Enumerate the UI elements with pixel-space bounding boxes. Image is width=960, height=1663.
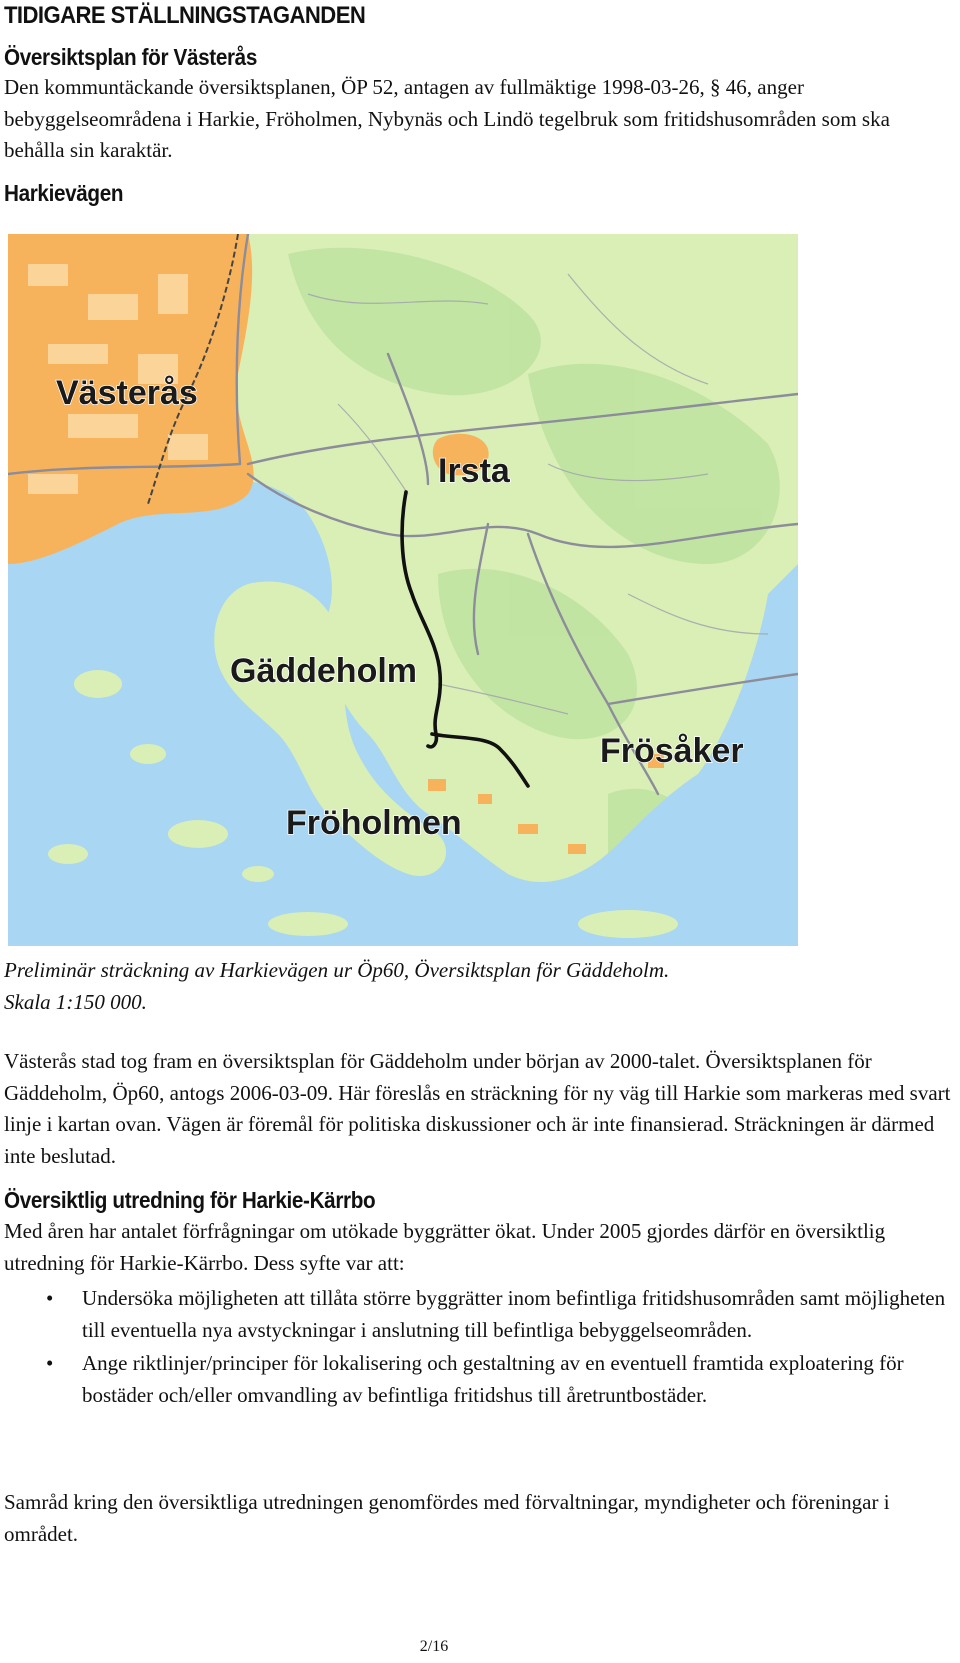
page-heading: TIDIGARE STÄLLNINGSTAGANDEN (4, 2, 366, 29)
section-paragraph-harkievagen: Västerås stad tog fram en översiktsplan för Gäddeholm under början av 2000-talet. Översiktsplanen för Gäddeholm, Öp60, antogs 2006-03-09. Här föreslås en sträckning för ny väg till Harkie som markeras med svart linje i kartan ovan. Vägen är föremål för politiska diskussioner och är inte finansierad. Sträckningen är därmed inte beslutad. (4, 1049, 951, 1168)
map-label-vasteras: Västerås (56, 374, 198, 412)
list-item (4, 1348, 952, 1411)
section-heading-harkievagen: Harkievägen (4, 180, 124, 206)
list-item (4, 1283, 952, 1346)
list-item-text: Undersöka möjligheten att tillåta större byggrätter inom befintliga fritidshusområden samt möjligheten till eventuella nya avstyckningar i anslutning till befintliga bebyggelseområden. (82, 1286, 946, 1342)
section-heading-utredning: Översiktlig utredning för Harkie-Kärrbo (4, 1187, 376, 1213)
section-heading-oversiktsplan: Översiktsplan för Västerås (4, 44, 257, 70)
route-map (8, 234, 798, 946)
map-caption-scale: Skala 1:150 000. (4, 990, 147, 1014)
list-item-text: Ange riktlinjer/principer för lokalisering och gestaltning av en eventuell framtida exploatering för bostäder och/eller omvandling av befintliga fritidshus till åretruntbostäder. (82, 1351, 904, 1407)
section-paragraph-closing: Samråd kring den översiktliga utredningen genomfördes med förvaltningar, myndigheter och föreningar i området. (4, 1490, 890, 1546)
bullet-marker: • (46, 1286, 54, 1310)
section-paragraph-utredning-intro: Med åren har antalet förfrågningar om utökade byggrätter ökat. Under 2005 gjordes därför en översiktlig utredning för Harkie-Kärrbo. Dess syfte var att: (4, 1219, 886, 1275)
section-paragraph-oversiktsplan: Den kommuntäckande översiktsplanen, ÖP 52, antagen av fullmäktige 1998-03-26, § 46, anger bebyggelseområdena i Harkie, Fröholmen, Nybynäs och Lindö tegelbruk som fritidshusområden som ska behålla sin karaktär. (4, 75, 890, 162)
page-number: 2/16 (419, 1638, 449, 1655)
map-label-froholmen: Fröholmen (286, 804, 462, 842)
bullet-marker: • (46, 1351, 54, 1375)
map-label-irsta: Irsta (438, 452, 510, 490)
map-label-gaddeholm: Gäddeholm (230, 652, 418, 690)
purpose-bullet-list (4, 1283, 952, 1413)
map-caption-line1: Preliminär sträckning av Harkievägen ur Öp60, Översiktsplan för Gäddeholm. (4, 958, 670, 982)
map-label-frosaker: Frösåker (600, 732, 744, 770)
